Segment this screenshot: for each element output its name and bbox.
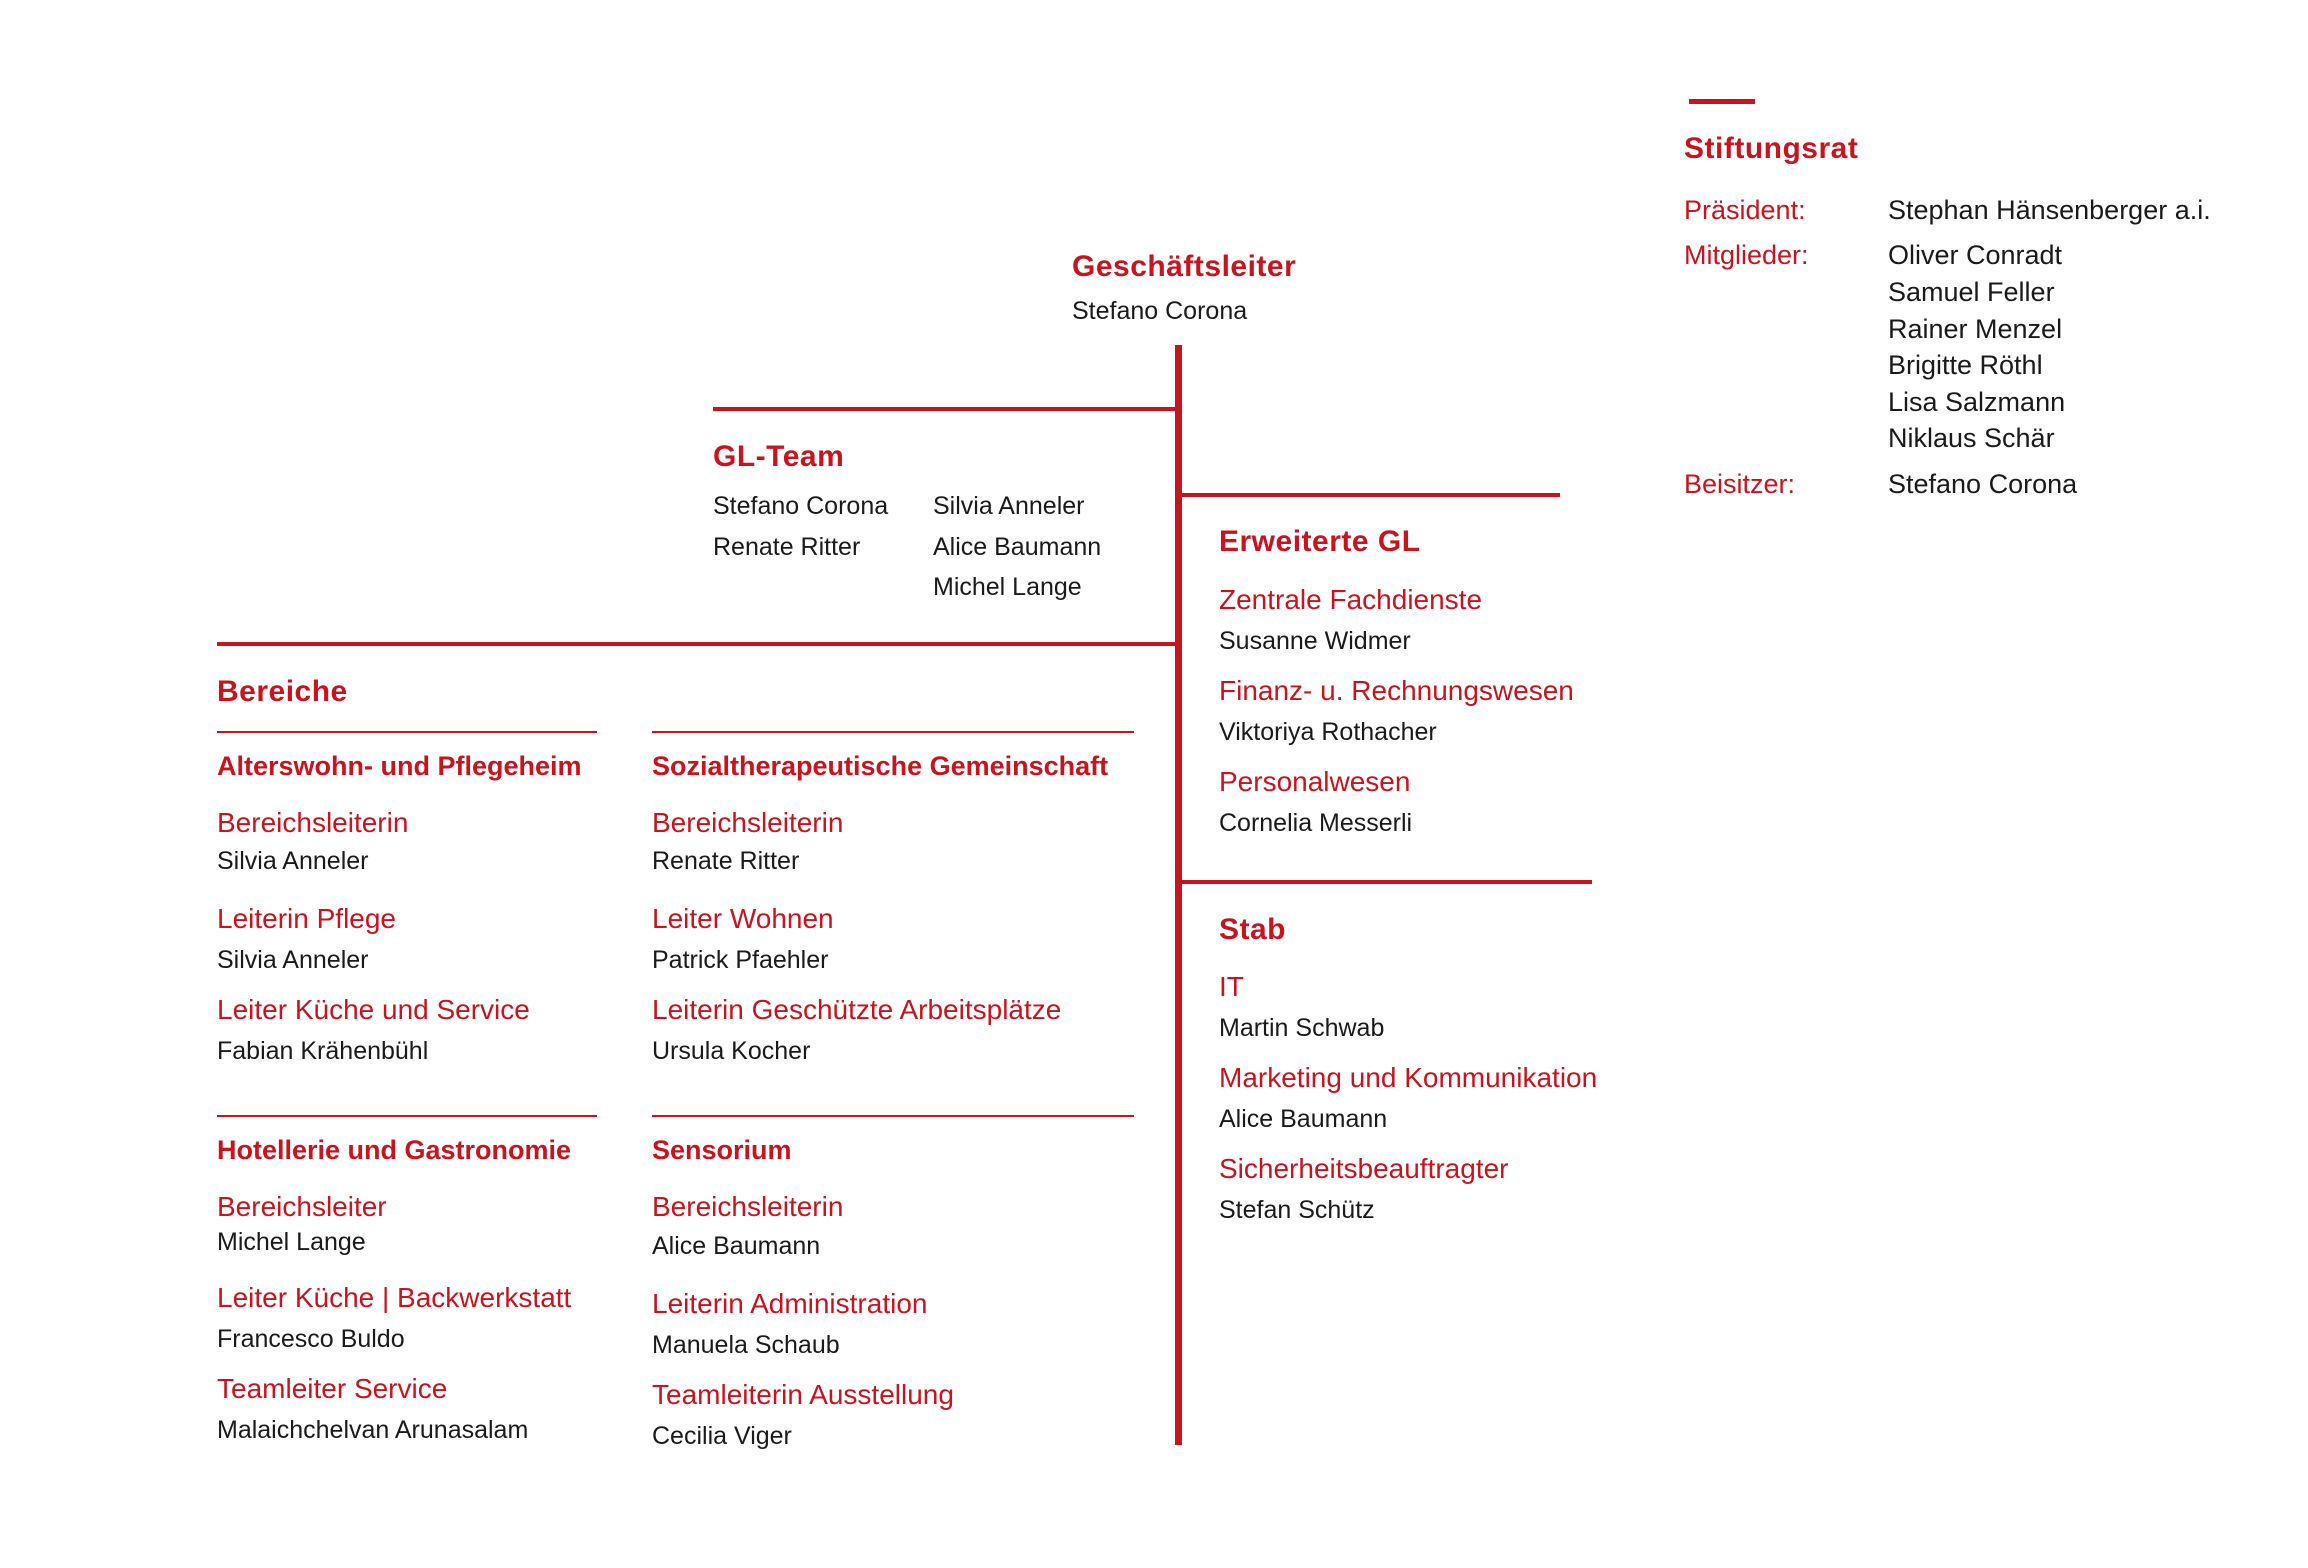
alterswohn-name: Silvia Anneler [217, 946, 369, 974]
alterswohn-role: Leiter Küche und Service [217, 994, 530, 1025]
stab-role: IT [1219, 971, 1244, 1002]
geschaeftsleiter-name: Stefano Corona [1072, 297, 1248, 325]
praesident-label: Präsident: [1684, 195, 1806, 225]
hotellerie-role: Bereichsleiter [217, 1191, 387, 1222]
sensorium-name: Cecilia Viger [652, 1422, 792, 1450]
mitglied-name: Samuel Feller [1888, 277, 2055, 307]
mitglied-name: Lisa Salzmann [1888, 387, 2066, 417]
mitglieder-label: Mitglieder: [1684, 240, 1809, 270]
erweiterte-gl-role: Personalwesen [1219, 766, 1411, 797]
gl-team-member: Alice Baumann [933, 533, 1102, 561]
erweiterte-gl-name: Susanne Widmer [1219, 627, 1411, 655]
sensorium-role: Bereichsleiterin [652, 1191, 844, 1222]
erweiterte-gl-role: Zentrale Fachdienste [1219, 584, 1483, 615]
alterswohn-name: Fabian Krähenbühl [217, 1037, 429, 1065]
gl-team-member: Renate Ritter [713, 533, 861, 561]
sozial-name: Ursula Kocher [652, 1037, 811, 1065]
bereiche-title: Bereiche [217, 675, 348, 708]
erweiterte-gl-name: Viktoriya Rothacher [1219, 718, 1437, 746]
hotellerie-name: Malaichchelvan Arunasalam [217, 1416, 529, 1444]
mitglied-name: Oliver Conradt [1888, 240, 2063, 270]
sensorium-role: Leiterin Administration [652, 1288, 928, 1319]
stab-role: Sicherheitsbeauftragter [1219, 1153, 1509, 1184]
beisitzer-label: Beisitzer: [1684, 469, 1796, 499]
bereiche-connector [217, 642, 1178, 646]
mitglied-name: Brigitte Röthl [1888, 350, 2043, 380]
main-vertical-line [1175, 345, 1182, 1445]
sozial-role: Leiterin Geschützte Arbeitsplätze [652, 994, 1062, 1025]
alterswohn-title: Alterswohn- und Pflegeheim [217, 751, 582, 781]
stab-name: Stefan Schütz [1219, 1196, 1375, 1224]
erweiterte-gl-name: Cornelia Messerli [1219, 809, 1413, 837]
gl-team-member: Silvia Anneler [933, 492, 1085, 520]
stab-role: Marketing und Kommunikation [1219, 1062, 1598, 1093]
alterswohn-role: Bereichsleiterin [217, 807, 409, 838]
sensorium-divider [652, 1115, 1134, 1117]
sensorium-name: Manuela Schaub [652, 1331, 840, 1359]
gl-team-title: GL-Team [713, 440, 845, 473]
sozial-name: Renate Ritter [652, 847, 800, 875]
praesident-name: Stephan Hänsenberger a.i. [1888, 195, 2211, 225]
gl-team-member: Stefano Corona [713, 492, 889, 520]
alterswohn-name: Silvia Anneler [217, 847, 369, 875]
alterswohn-role: Leiterin Pflege [217, 903, 397, 934]
stab-title: Stab [1219, 913, 1287, 946]
hotellerie-role: Teamleiter Service [217, 1373, 448, 1404]
stab-name: Alice Baumann [1219, 1105, 1388, 1133]
gl-team-member: Michel Lange [933, 573, 1082, 601]
hotellerie-role: Leiter Küche | Backwerkstatt [217, 1282, 572, 1313]
sozial-divider [652, 731, 1134, 733]
sozial-title: Sozialtherapeutische Gemeinschaft [652, 751, 1109, 781]
mitglied-name: Rainer Menzel [1888, 314, 2063, 344]
stab-name: Martin Schwab [1219, 1014, 1385, 1042]
sozial-role: Leiter Wohnen [652, 903, 834, 934]
erweiterte-gl-connector [1180, 493, 1560, 497]
hotellerie-name: Michel Lange [217, 1228, 366, 1256]
sensorium-name: Alice Baumann [652, 1232, 821, 1260]
sensorium-role: Teamleiterin Ausstellung [652, 1379, 954, 1410]
geschaeftsleiter-title: Geschäftsleiter [1072, 250, 1297, 283]
gl-team-connector [713, 407, 1178, 411]
beisitzer-name: Stefano Corona [1888, 469, 2078, 499]
stiftungsrat-title: Stiftungsrat [1684, 132, 1859, 165]
erweiterte-gl-title: Erweiterte GL [1219, 525, 1421, 558]
hotellerie-title: Hotellerie und Gastronomie [217, 1135, 572, 1165]
stiftungsrat-accent-line [1689, 99, 1755, 104]
sozial-role: Bereichsleiterin [652, 807, 844, 838]
stab-connector [1180, 880, 1592, 884]
hotellerie-divider [217, 1115, 597, 1117]
alterswohn-divider [217, 731, 597, 733]
sozial-name: Patrick Pfaehler [652, 946, 829, 974]
erweiterte-gl-role: Finanz- u. Rechnungswesen [1219, 675, 1574, 706]
hotellerie-name: Francesco Buldo [217, 1325, 405, 1353]
sensorium-title: Sensorium [652, 1135, 792, 1165]
mitglied-name: Niklaus Schär [1888, 423, 2055, 453]
